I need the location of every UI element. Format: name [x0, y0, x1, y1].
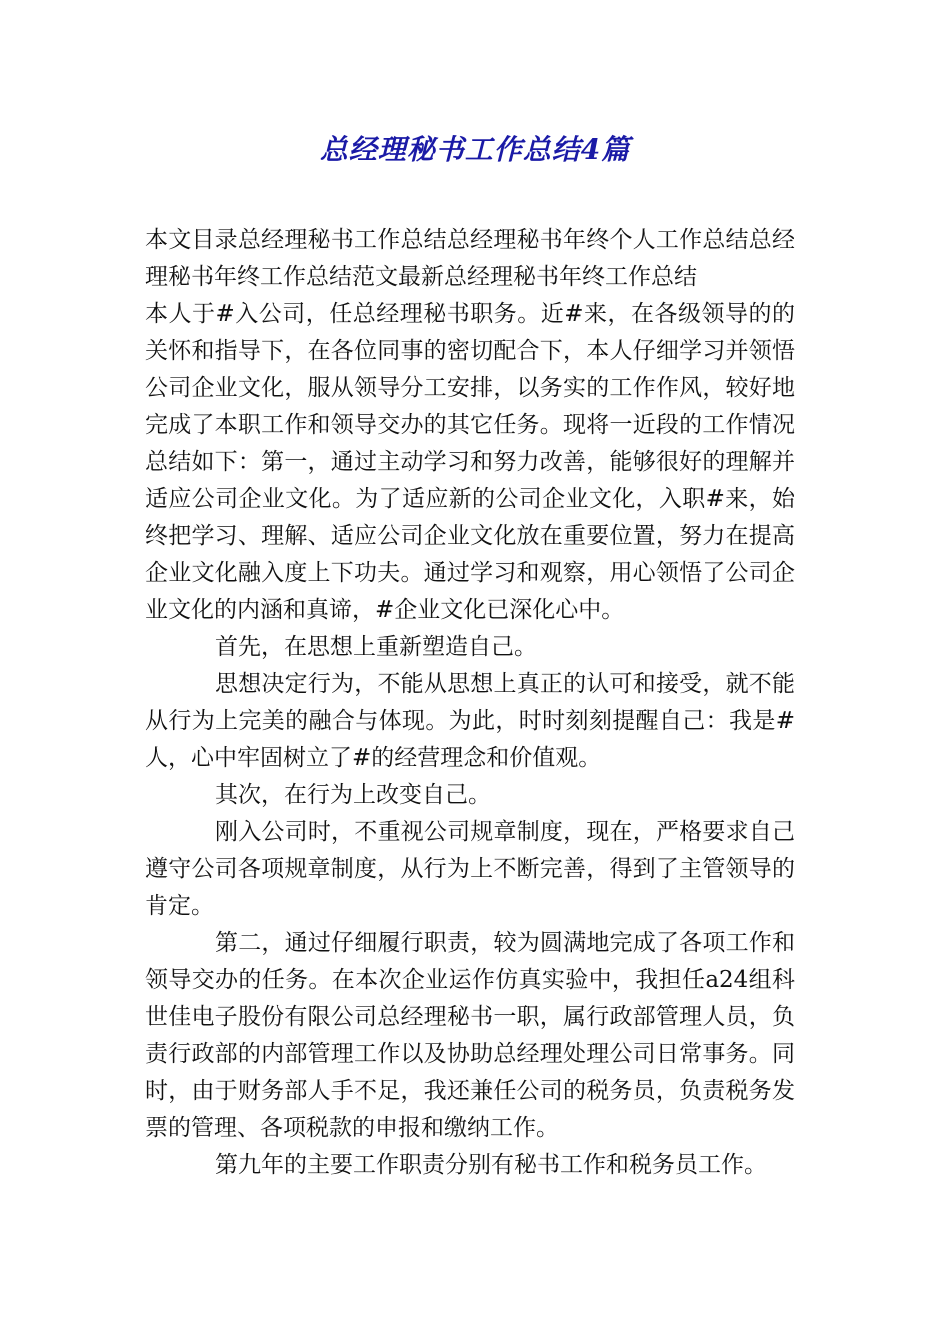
paragraph-first-point: 首先，在思想上重新塑造自己。 [215, 634, 537, 660]
paragraph-ninth-year: 第九年的主要工作职责分别有秘书工作和税务员工作。 [215, 1152, 767, 1178]
document-body [145, 222, 795, 1184]
paragraph-rules: 刚入公司时，不重视公司规章制度，现在，严格要求自己遵守公司各项规章制度，从行为上不断完善，得到了主管领导的肯定。 [145, 819, 795, 919]
paragraph-duties: 第二，通过仔细履行职责，较为圆满地完成了各项工作和领导交办的任务。在本次企业运作仿真实验中，我担任a24组科世佳电子股份有限公司总经理秘书一职，属行政部管理人员，负责行政部的内部管理工作以及协助总经理处理公司日常事务。同时，由于财务部人手不足，我还兼任公司的税务员，负责税务发票的管理、各项税款的申报和缴纳工作。 [145, 930, 795, 1141]
document-title: 总经理秘书工作总结4篇 [319, 133, 631, 166]
paragraph-toc: 本文目录总经理秘书工作总结总经理秘书年终个人工作总结总经理秘书年终工作总结范文最新总经理秘书年终工作总结 [145, 227, 795, 290]
paragraph-thought-behavior: 思想决定行为，不能从思想上真正的认可和接受，就不能从行为上完美的融合与体现。为此，时时刻刻提醒自己：我是#人，心中牢固树立了#的经营理念和价值观。 [145, 671, 795, 771]
paragraph-intro: 本人于#入公司，任总经理秘书职务。近#来，在各级领导的的关怀和指导下，在各位同事的密切配合下，本人仔细学习并领悟公司企业文化，服从领导分工安排，以务实的工作作风，较好地完成了本职工作和领导交办的其它任务。现将一近段的工作情况总结如下：第一，通过主动学习和努力改善，能够很好的理解并适应公司企业文化。为了适应新的公司企业文化，入职#来，始终把学习、理解、适应公司企业文化放在重要位置，努力在提高企业文化融入度上下功夫。通过学习和观察，用心领悟了公司企业文化的内涵和真谛，#企业文化已深化心中。 [145, 301, 795, 623]
paragraph-second-point: 其次，在行为上改变自己。 [215, 782, 491, 808]
